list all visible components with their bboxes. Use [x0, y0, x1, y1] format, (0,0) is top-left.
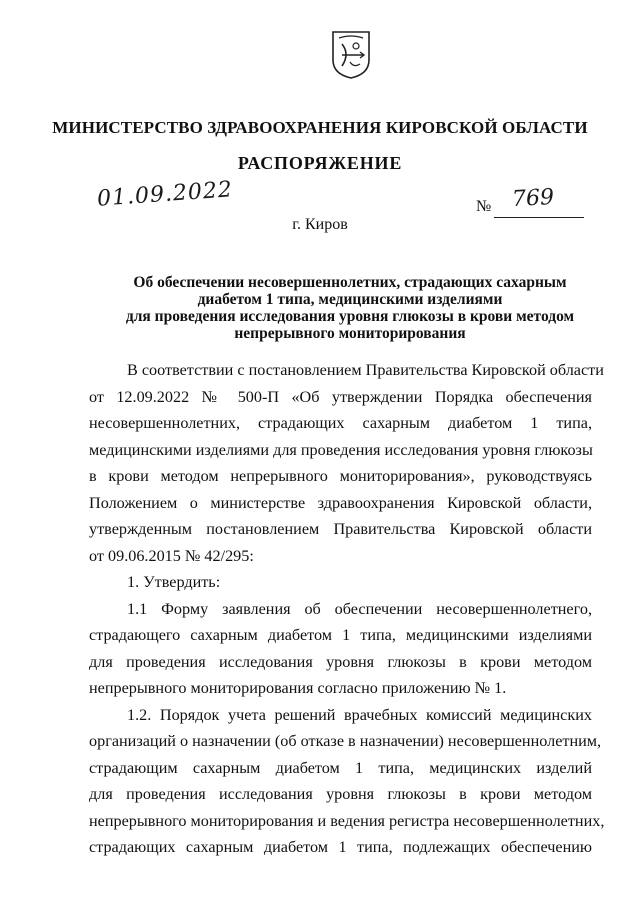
- subject-line: Об обеспечении несовершеннолетних, страдающих сахарным: [133, 274, 567, 291]
- crest-icon: [330, 30, 372, 80]
- item-1-2-line: для проведения исследования уровня глюкозы в крови методом: [89, 785, 592, 803]
- body-line: от 09.06.2015 № 42/295:: [89, 546, 254, 565]
- subject-line: для проведения исследования уровня глюкозы в крови методом: [125, 308, 575, 325]
- item-1-2-line: непрерывного мониторирования и ведения регистра несовершеннолетних,: [89, 811, 605, 830]
- handwritten-number: 769: [511, 184, 555, 213]
- body-line: Положением о министерстве здравоохранения Кировской области,: [89, 493, 592, 512]
- item-1-1-line: 1.1 Форму заявления об обеспечении несовершеннолетнего,: [127, 599, 592, 618]
- item-1-1-line: непрерывного мониторирования согласно приложению № 1.: [89, 679, 507, 697]
- handwritten-date: 01.09.2022: [96, 177, 234, 212]
- item-1-2-line: страдающих сахарным диабетом 1 типа, подлежащих обеспечению: [89, 838, 592, 856]
- body-line: В соответствии с постановлением Правительства Кировской области: [127, 361, 604, 379]
- subject-line: непрерывного мониторирования: [234, 325, 466, 342]
- body-line: утвержденным постановлением Правительства Кировской области: [89, 520, 592, 538]
- body-line: несовершеннолетних, страдающих сахарным диабетом 1 типа,: [89, 414, 592, 432]
- subject-line: диабетом 1 типа, медицинскими изделиями: [197, 291, 503, 308]
- body-line: медицинскими изделиями для проведения исследования уровня глюкозы: [89, 440, 593, 459]
- document-type: РАСПОРЯЖЕНИЕ: [237, 153, 403, 173]
- item-1-2-line: 1.2. Порядок учета решений врачебных комиссий медицинских: [127, 705, 592, 724]
- ministry-name: МИНИСТЕРСТВО ЗДРАВООХРАНЕНИЯ КИРОВСКОЙ ОБЛАСТИ: [52, 118, 588, 137]
- document-body: [89, 357, 605, 861]
- body-line: от 12.09.2022 № 500-П «Об утверждении Порядка обеспечения: [89, 387, 592, 406]
- number-sign: №: [476, 198, 492, 215]
- body-line: в крови методом непрерывного мониторирования», руководствуясь: [89, 467, 592, 485]
- item-1: 1. Утвердить:: [127, 573, 221, 591]
- item-1-1-line: для проведения исследования уровня глюкозы в крови методом: [89, 652, 592, 671]
- item-1-1-line: страдающего сахарным диабетом 1 типа, медицинскими изделиями: [89, 626, 592, 644]
- item-1-2-line: страдающим сахарным диабетом 1 типа, медицинских изделий: [89, 758, 592, 777]
- document-subject: [100, 274, 600, 342]
- city: г. Киров: [292, 216, 348, 233]
- item-1-2-line: организаций о назначении (об отказе в назначении) несовершеннолетним,: [89, 732, 602, 750]
